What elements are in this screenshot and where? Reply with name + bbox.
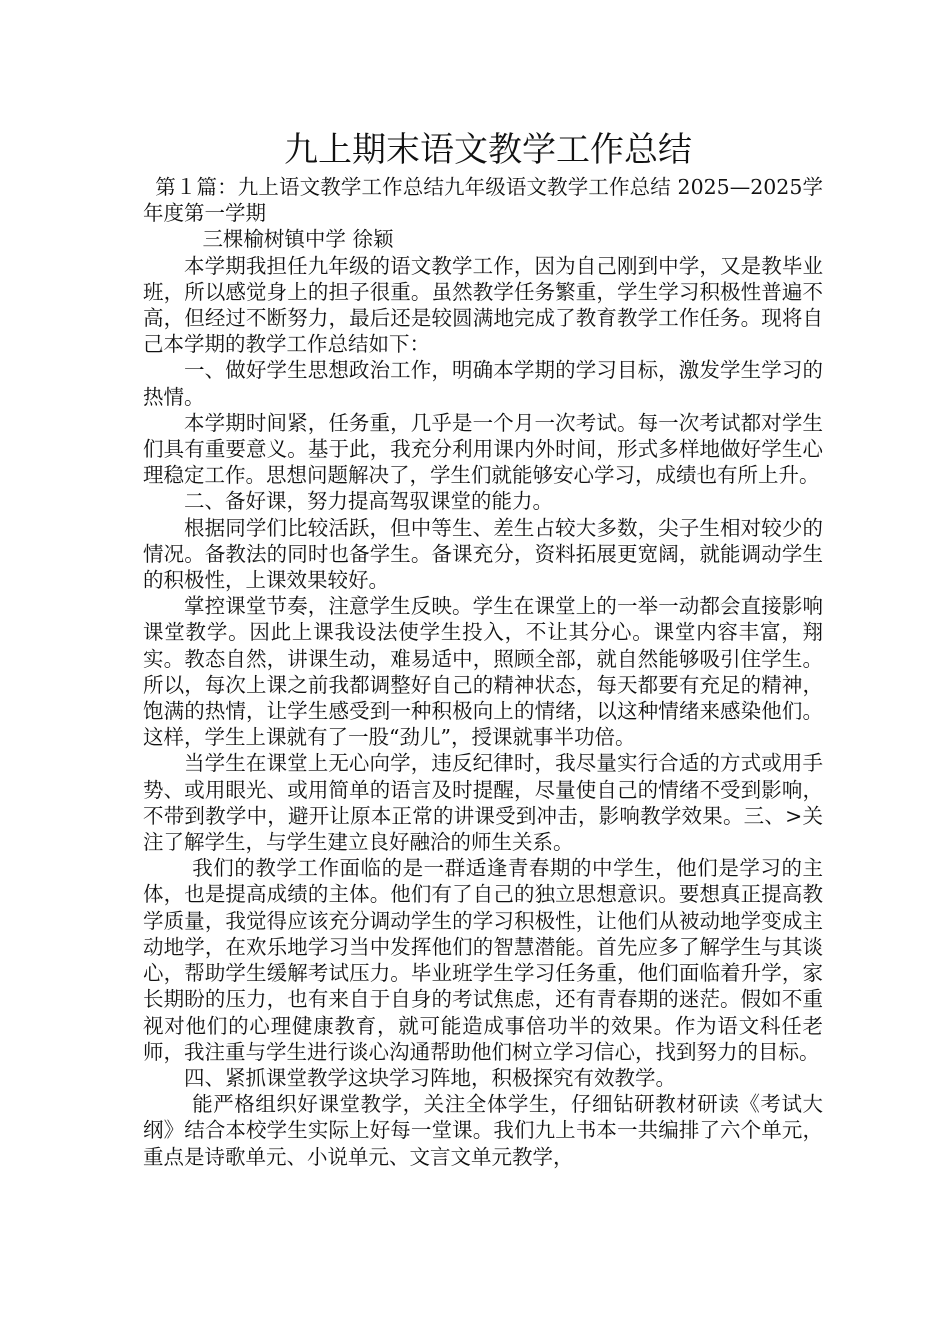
section-heading-2: 二、备好课，努力提高驾驭课堂的能力。 bbox=[184, 489, 553, 514]
document-author: 三棵榆树镇中学 徐颖 bbox=[202, 227, 394, 252]
paragraph-3: 我们的教学工作面临的是一群适逢青春期的中学生，他们是学习的主体，也是提高成绩的主体。他们有了自己的独立思想意识。要想真正提高教学质量，我觉得应该充分调动学生的学习积极性，让他们从被动地学变成主动地学，在欢乐地学习当中发挥他们的智慧潜能。首先应多了解学生与其谈心，帮助学生缓解考试压力。毕业班学生学习任务重，他们面临着升学，家长期盼的压力，也有来自于自身的考试焦虑，还有青春期的迷茫。假如不重视对他们的心理健康教育，就可能造成事倍功半的效果。作为语文科任老师，我注重与学生进行谈心沟通帮助他们树立学习信心，找到努力的目标。 bbox=[143, 856, 823, 1064]
paragraph-intro: 本学期我担任九年级的语文教学工作，因为自己刚到中学，又是教毕业班，所以感觉身上的担子很重。虽然教学任务繁重，学生学习积极性普遍不高，但经过不断努力，最后还是较圆满地完成了教育教学工作任务。现将自己本学期的教学工作总结如下： bbox=[143, 253, 823, 357]
paragraph-2a: 根据同学们比较活跃，但中等生、差生占较大多数，尖子生相对较少的情况。备教法的同时也备学生。备课充分，资料拓展更宽阔，就能调动学生的积极性，上课效果较好。 bbox=[143, 515, 823, 593]
document-page bbox=[143, 128, 823, 1170]
document-subtitle: 第１篇：九上语文教学工作总结九年级语文教学工作总结 2025—2025学年度第一学期 bbox=[143, 175, 823, 226]
section-heading-1: 一、做好学生思想政治工作，明确本学期的学习目标，激发学生学习的热情。 bbox=[143, 358, 823, 409]
document-title: 九上期末语文教学工作总结 bbox=[284, 130, 692, 170]
paragraph-4: 能严格组织好课堂教学，关注全体学生，仔细钻研教材研读《考试大纲》结合本校学生实际上好每一堂课。我们九上书本一共编排了六个单元，重点是诗歌单元、小说单元、文言文单元教学， bbox=[143, 1092, 823, 1169]
section-heading-4: 四、紧抓课堂教学这块学习阵地，积极探究有效教学。 bbox=[184, 1065, 676, 1090]
paragraph-1: 本学期时间紧，任务重，几乎是一个月一次考试。每一次考试都对学生们具有重要意义。基于此，我充分利用课内外时间，形式多样地做好学生心理稳定工作。思想问题解决了，学生们就能够安心学习，成绩也有所上升。 bbox=[143, 410, 823, 488]
paragraph-2b: 掌控课堂节奏，注意学生反映。学生在课堂上的一举一动都会直接影响课堂教学。因此上课我设法使学生投入，不让其分心。课堂内容丰富，翔实。教态自然，讲课生动，难易适中，照顾全部，就自然能够吸引住学生。所以，每次上课之前我都调整好自己的精神状态，每天都要有充足的精神，饱满的热情，让学生感受到一种积极向上的情绪，以这种情绪来感染他们。这样，学生上课就有了一股“劲儿”，授课就事半功倍。 bbox=[143, 594, 823, 750]
paragraph-2c: 当学生在课堂上无心向学，违反纪律时，我尽量实行合适的方式或用手势、或用眼光、或用简单的语言及时提醒，尽量使自己的情绪不受到影响，不带到教学中，避开让原本正常的讲课受到冲击，影响教学效果。三、>关注了解学生，与学生建立良好融洽的师生关系。 bbox=[143, 751, 823, 855]
